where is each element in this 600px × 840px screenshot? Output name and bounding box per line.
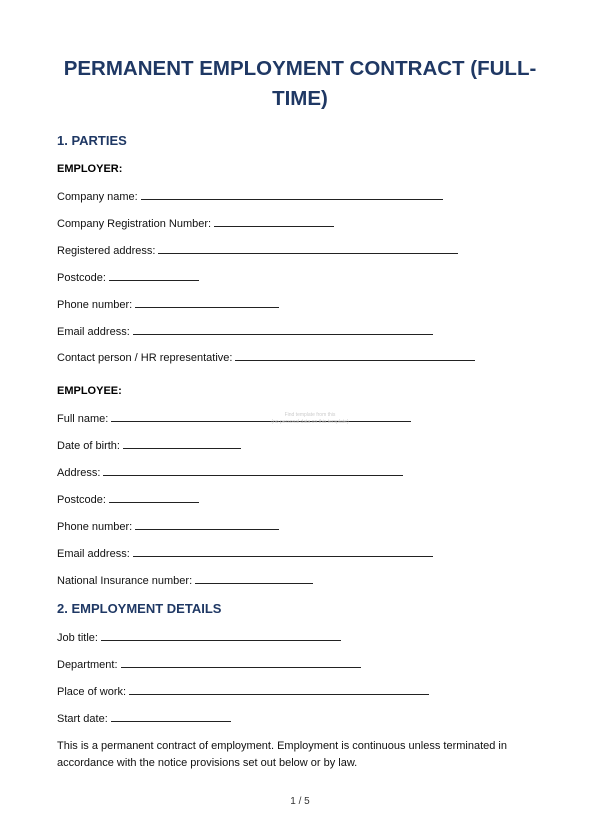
field-label: Postcode: bbox=[57, 494, 106, 506]
field-label: Contact person / HR representative: bbox=[57, 352, 233, 364]
watermark-line-1: Find template from this bbox=[284, 412, 336, 418]
field-job-title bbox=[57, 630, 341, 645]
watermark-text bbox=[255, 412, 365, 426]
page-number: 1 / 5 bbox=[290, 796, 310, 807]
fill-in-line bbox=[133, 324, 433, 335]
fill-in-line bbox=[141, 189, 443, 200]
field-label: Phone number: bbox=[57, 521, 133, 533]
field-label: Department: bbox=[57, 659, 118, 671]
fill-in-line bbox=[195, 573, 313, 584]
fill-in-line bbox=[123, 438, 241, 449]
field-employee-phone bbox=[57, 519, 279, 534]
employee-label: EMPLOYEE: bbox=[57, 385, 122, 397]
fill-in-line bbox=[158, 243, 458, 254]
fill-in-line bbox=[235, 350, 475, 361]
field-label: Registered address: bbox=[57, 245, 156, 257]
fill-in-line bbox=[135, 297, 279, 308]
field-place-of-work bbox=[57, 684, 429, 699]
field-employee-email bbox=[57, 546, 433, 561]
field-label: Start date: bbox=[57, 713, 108, 725]
title-line-2: TIME) bbox=[272, 87, 328, 110]
field-label: Date of birth: bbox=[57, 440, 120, 452]
field-registered-address bbox=[57, 243, 458, 258]
fill-in-line bbox=[111, 711, 231, 722]
field-company-registration-number bbox=[57, 216, 334, 231]
field-label: Email address: bbox=[57, 326, 130, 338]
field-start-date bbox=[57, 711, 231, 726]
field-label: Phone number: bbox=[57, 299, 133, 311]
field-label: Place of work: bbox=[57, 686, 127, 698]
field-label: National Insurance number: bbox=[57, 575, 193, 587]
field-employee-address bbox=[57, 465, 403, 480]
field-label: Postcode: bbox=[57, 272, 106, 284]
field-employer-phone bbox=[57, 297, 279, 312]
fill-in-line bbox=[109, 270, 199, 281]
fill-in-line bbox=[101, 630, 341, 641]
employment-paragraph: This is a permanent contract of employment. Employment is continuous unless terminated in accordance with the notice provisions set out below or by law. bbox=[57, 740, 507, 769]
field-company-name bbox=[57, 189, 443, 204]
field-employee-postcode bbox=[57, 492, 199, 507]
fill-in-line bbox=[214, 216, 334, 227]
field-contact-person bbox=[57, 350, 475, 365]
fill-in-line bbox=[129, 684, 429, 695]
field-employer-postcode bbox=[57, 270, 199, 285]
field-label: Email address: bbox=[57, 548, 130, 560]
field-label: Company Registration Number: bbox=[57, 218, 212, 230]
field-label: Address: bbox=[57, 467, 101, 479]
fill-in-line bbox=[121, 657, 361, 668]
employer-label: EMPLOYER: bbox=[57, 163, 123, 175]
field-national-insurance-number bbox=[57, 573, 313, 588]
field-department bbox=[57, 657, 361, 672]
fill-in-line bbox=[103, 465, 403, 476]
document-title bbox=[40, 54, 560, 114]
section-heading-employment-details: 2. EMPLOYMENT DETAILS bbox=[57, 601, 222, 616]
watermark-line-2: (no personal data on this template) bbox=[271, 419, 349, 425]
fill-in-line bbox=[109, 492, 199, 503]
fill-in-line bbox=[133, 546, 433, 557]
section-heading-parties: 1. PARTIES bbox=[57, 133, 127, 148]
field-label: Company name: bbox=[57, 191, 138, 203]
field-label: Job title: bbox=[57, 632, 98, 644]
field-employer-email bbox=[57, 324, 433, 339]
fill-in-line bbox=[135, 519, 279, 530]
title-line-1: PERMANENT EMPLOYMENT CONTRACT (FULL- bbox=[63, 57, 537, 80]
field-label: Full name: bbox=[57, 413, 109, 425]
field-date-of-birth bbox=[57, 438, 241, 453]
